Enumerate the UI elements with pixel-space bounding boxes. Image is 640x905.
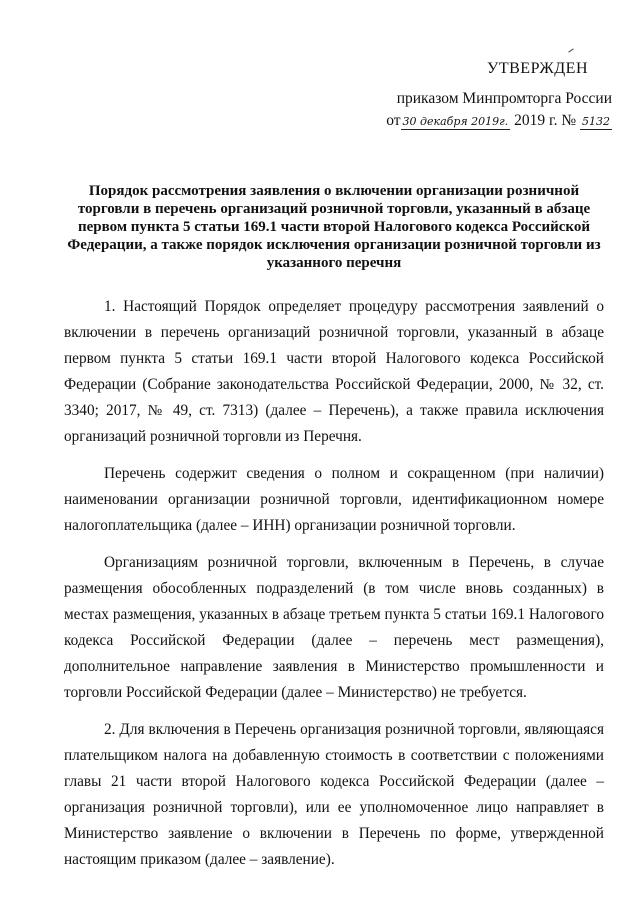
pen-mark	[568, 48, 573, 52]
approval-heading: УТВЕРЖДЕН	[487, 60, 588, 77]
document-body	[64, 294, 604, 884]
approval-date-line	[372, 110, 612, 132]
approval-block	[372, 58, 612, 132]
paragraph-1: 1. Настоящий Порядок определяет процедуру рассмотрения заявлений о включении в перечень организаций розничной торговли, указанный в абзаце первом пункта 5 статьи 169.1 части второй Налогового кодекса Российской Федерации (Собрание законодательства Российской Федерации, 2000, № 32, ст. 3340; 2017, № 49, ст. 7313) (далее – Перечень), а также правила исключения организаций розничной торговли из Перечня.	[64, 298, 604, 445]
paragraph-2: Перечень содержит сведения о полном и сокращенном (при наличии) наименовании организации розничной торговли, идентификационном номере налогоплательщика (далее – ИНН) организации розничной торговли.	[64, 465, 604, 534]
paragraph-3: Организациям розничной торговли, включенным в Перечень, в случае размещения обособленных подразделений (в том числе вновь созданных) в местах размещения, указанных в абзаце третьем пункта 5 статьи 169.1 Налогового кодекса Российской Федерации (далее – перечень мест размещения), дополнительное направление заявления в Министерство промышленности и торговли Российской Федерации (далее – Министерство) не требуется.	[64, 554, 604, 701]
handwritten-date: 30 декабря 2019г.	[402, 115, 509, 128]
approval-year-number: 2019 г. №	[514, 112, 577, 129]
paragraph-4: 2. Для включения в Перечень организация розничной торговли, являющаяся плательщиком налога на добавленную стоимость в соответствии с положениями главы 21 части второй Налогового кодекса Российской Федерации (далее – организация розничной торговли), или ее уполномоченное лицо направляет в Министерство заявление о включении в Перечень по форме, утвержденной настоящим приказом (далее – заявление).	[64, 721, 604, 868]
approval-from: от	[386, 112, 401, 129]
document-title: Порядок рассмотрения заявления о включении организации розничной торговли в перечень организаций розничной торговли, указанный в абзаце первом пункта 5 статьи 169.1 части второй Налогового кодекса Российской Федерации, а также порядок исключения организации розничной торговли из указанного перечня	[67, 183, 601, 271]
handwritten-number: 5132	[582, 115, 610, 128]
approval-order-line: приказом Минпромторга России	[396, 90, 612, 107]
